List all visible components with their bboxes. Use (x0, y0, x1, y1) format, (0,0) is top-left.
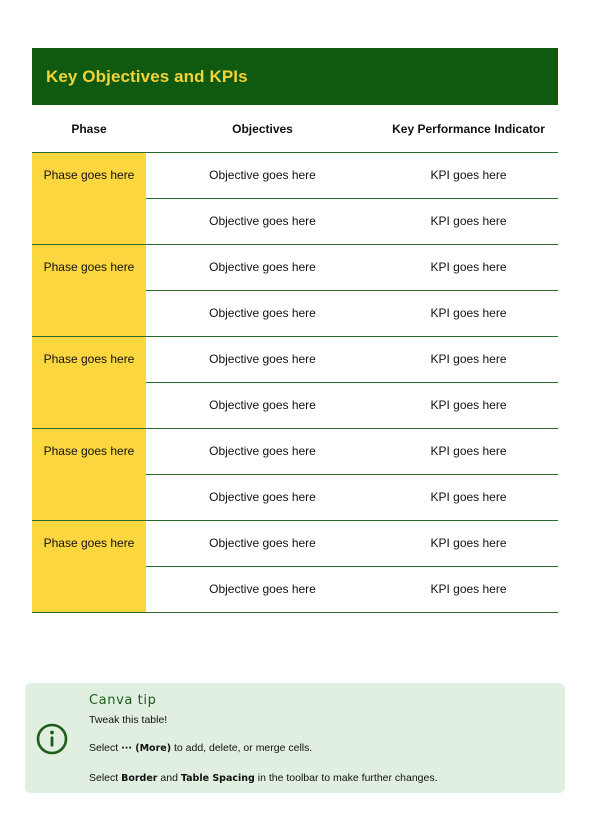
objective-cell[interactable]: Objective goes here (146, 199, 379, 245)
kpi-cell[interactable]: KPI goes here (379, 245, 558, 291)
objective-cell[interactable]: Objective goes here (146, 475, 379, 521)
objective-cell[interactable]: Objective goes here (146, 153, 379, 199)
phase-cell[interactable]: Phase goes here (32, 245, 146, 337)
header-phase[interactable]: Phase (32, 105, 146, 153)
objective-cell[interactable]: Objective goes here (146, 291, 379, 337)
tip-text: in the toolbar to make further changes. (254, 772, 438, 784)
objective-cell[interactable]: Objective goes here (146, 429, 379, 475)
phase-cell[interactable]: Phase goes here (32, 429, 146, 521)
objective-cell[interactable]: Objective goes here (146, 521, 379, 567)
kpi-cell[interactable]: KPI goes here (379, 567, 558, 613)
kpi-cell[interactable]: KPI goes here (379, 153, 558, 199)
objective-cell[interactable]: Objective goes here (146, 383, 379, 429)
tip-line-1: Tweak this table! (89, 714, 168, 726)
phase-cell[interactable]: Phase goes here (32, 153, 146, 245)
kpi-cell[interactable]: KPI goes here (379, 383, 558, 429)
table-row (32, 429, 558, 475)
canva-tip-box (25, 683, 565, 793)
objective-cell[interactable]: Objective goes here (146, 337, 379, 383)
tip-more-option: ··· (More) (121, 743, 172, 754)
tip-text: Select (89, 742, 122, 754)
tip-text: to add, delete, or merge cells. (171, 742, 313, 754)
tip-table-spacing-option: Table Spacing (180, 773, 255, 784)
kpi-cell[interactable]: KPI goes here (379, 199, 558, 245)
table-row (32, 337, 558, 383)
phase-cell[interactable]: Phase goes here (32, 337, 146, 429)
kpi-cell[interactable]: KPI goes here (379, 521, 558, 567)
table-row (32, 521, 558, 567)
tip-border-option: Border (121, 773, 158, 784)
info-icon (36, 723, 68, 755)
tip-line-3 (89, 772, 438, 784)
tip-heading: Canva tip (89, 693, 157, 708)
objective-cell[interactable]: Objective goes here (146, 245, 379, 291)
kpi-cell[interactable]: KPI goes here (379, 291, 558, 337)
header-objectives[interactable]: Objectives (146, 105, 379, 153)
title-banner (32, 48, 558, 105)
table-row (32, 153, 558, 199)
table-row (32, 245, 558, 291)
tip-line-2 (89, 742, 312, 754)
page-title: Key Objectives and KPIs (46, 66, 248, 86)
kpi-cell[interactable]: KPI goes here (379, 429, 558, 475)
objective-cell[interactable]: Objective goes here (146, 567, 379, 613)
kpi-cell[interactable]: KPI goes here (379, 337, 558, 383)
header-kpi[interactable]: Key Performance Indicator (379, 105, 558, 153)
kpi-cell[interactable]: KPI goes here (379, 475, 558, 521)
header-row (32, 105, 558, 153)
tip-text: and (157, 772, 181, 784)
phase-cell[interactable]: Phase goes here (32, 521, 146, 613)
tip-text: Select (89, 772, 122, 784)
kpi-table[interactable] (32, 105, 558, 613)
